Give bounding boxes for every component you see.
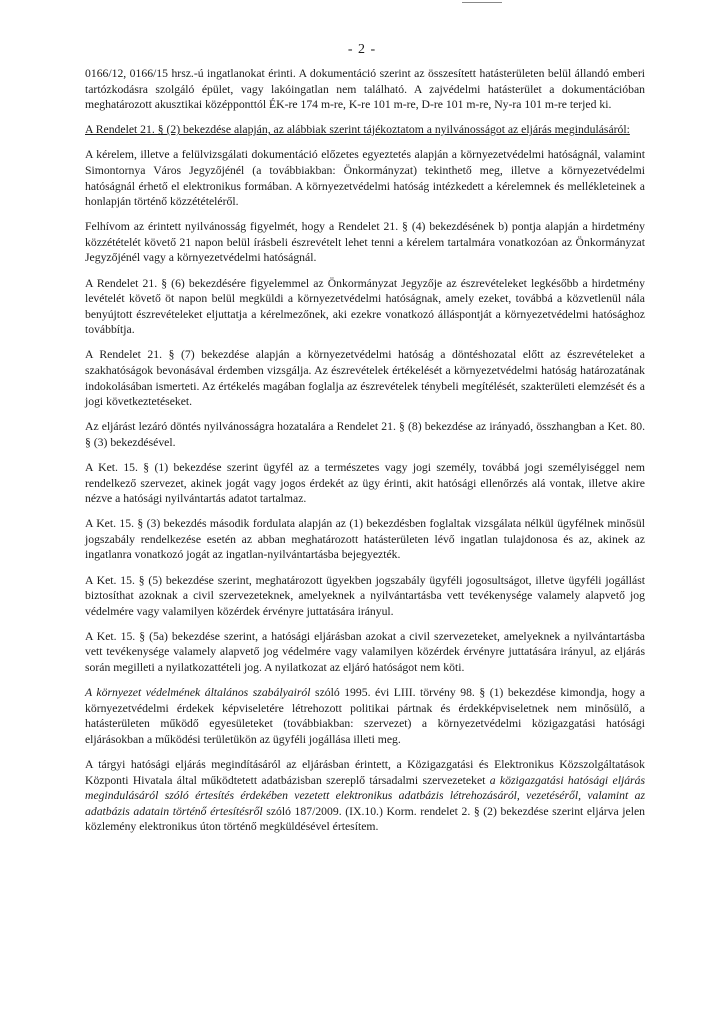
scan-artifact — [462, 2, 502, 3]
paragraph-12-text-b: szóló 187/2009. (IX.10.) Korm. rendelet 2. § (2) bekezdése szerint eljárva jelen közlemény elektronikus úton történő megküldésével értesítem. — [85, 804, 645, 834]
paragraph-9: A Ket. 15. § (5) bekezdése szerint, meghatározott ügyekben jogszabály ügyféli jogosultságot, illetve ügyféli jogállást biztosíthat azoknak a civil szervezeteknek, amelyeknek a nyilvántartásba vett tevékenysége valamely alapvető jog védelmére vagy valamilyen közérdek érvényre juttatására irányul. — [85, 573, 645, 618]
law-title-italic: A környezet védelmének általános szabályairól — [85, 686, 311, 700]
document-body — [85, 66, 645, 844]
paragraph-6: Az eljárást lezáró döntés nyilvánosságra hozatalára a Rendelet 21. § (8) bekezdése az irányadó, összhangban a Ket. 80. § (3) bekezdésével. — [85, 420, 645, 449]
paragraph-11-text: szóló 1995. évi LIII. törvény 98. § (1) bekezdése kimondja, hogy a környezetvédelmi érdekek képviseletére létrehozott politikai pártnak és érdekképviseletnek nem minősülő, a hatásterületen működő egyesületeket (továbbiakban: szervezet) a környezetvédelmi közigazgatási hatósági eljárásokban a működési területükön az ügyféli jogállása illeti meg. — [85, 686, 645, 746]
paragraph-5: A Rendelet 21. § (7) bekezdése alapján a környezetvédelmi hatóság a döntéshozatal előtt az észrevételeket a szakhatóságok bevonásával érdemben vizsgálja. Az észrevételek értékelését a környezetvédelmi hatóság határozatának indokolásában ismerteti. Az értékelés magában foglalja az észrevételek ténybeli megítélését, szakterületi elemzését és a jogi következtetéseket. — [85, 348, 645, 409]
paragraph-12 — [85, 757, 645, 835]
paragraph-7: A Ket. 15. § (1) bekezdése szerint ügyfél az a természetes vagy jogi személy, továbbá jogi személyiséggel nem rendelkező szervezet, akinek jogát vagy jogos érdekét az ügy érinti, akit hatósági ellenőrzés alá vontak, illetve akire nézve a hatósági nyilvántartás adatot tartalmaz. — [85, 460, 645, 506]
paragraph-8: A Ket. 15. § (3) bekezdés második fordulata alapján az (1) bekezdésben foglaltak vizsgálata nélkül ügyfélnek minősül jogszabály rendelkezése esetén az abban meghatározott hatásterületen lévő ingatlan tulajdonosa és az, akinek az ingatlanra vonatkozó jogát az ingatlan-nyilvántartásba bejegyezték. — [85, 517, 645, 562]
paragraph-11 — [85, 685, 645, 747]
decree-title-italic: a közigazgatási hatósági eljárás megindulásáról szóló értesítés érdekében vezetett elektronikus adatbázis létrehozásáról, vezetéséről, valamint az adatbázis adatain történő értesítésről — [85, 773, 645, 818]
paragraph-4: A Rendelet 21. § (6) bekezdésére figyelemmel az Önkormányzat Jegyzője az észrevételeket legkésőbb a hirdetmény levételét követő öt napon belül megküldi a környezetvédelmi hatóságnak, amely ezeket, továbbá a közvetlenül nála benyújtott észrevételeket eljuttatja a kérelmezőnek, aki ezekre vonatkozó álláspontját a környezetvédelmi hatósághoz továbbítja. — [85, 276, 645, 337]
page-number: - 2 - — [347, 42, 377, 57]
paragraph-2: A kérelem, illetve a felülvizsgálati dokumentáció előzetes egyeztetés alapján a környezetvédelmi hatóságnál, valamint Simontornya Város Jegyzőjénél (a továbbiakban: Önkormányzat) tekinthető meg, illetve a környezetvédelmi hatóságnál érhető el elektronikus formában. A környezetvédelmi hatóság intézkedett a kérelemnek és mellékleteinek a honlapján történő közzétételéről. — [85, 148, 645, 209]
paragraph-10: A Ket. 15. § (5a) bekezdése szerint, a hatósági eljárásban azokat a civil szervezeteket, amelyeknek a nyilvántartásba vett tevékenysége valamely alapvető jog védelmére vagy valamilyen közérdek érvényre juttatására irányul, az eljárás során megilleti a nyilatkozattételi jog. A nyilatkozat az eljáró hatóságot nem köti. — [85, 629, 645, 674]
paragraph-3: Felhívom az érintett nyilvánosság figyelmét, hogy a Rendelet 21. § (4) bekezdésének b) pontja alapján a hirdetmény közzétételét követő 21 napon belül írásbeli észrevételt lehet tenni a kérelem tartalmára vonatkozóan az Önkormányzat Jegyzőjénél vagy a környezetvédelmi hatóságnál. — [85, 220, 645, 265]
paragraph-12-text-a: A tárgyi hatósági eljárás megindításáról az eljárásban érintett, a Közigazgatási és Elektronikus Közszolgáltatások Központi Hivatala által működtetett adatbázisban szereplő társadalmi szervezeteket — [85, 757, 645, 787]
section-heading: A Rendelet 21. § (2) bekezdése alapján, az alábbiak szerint tájékoztatom a nyilvánosságot az eljárás megindulásáról: — [85, 123, 630, 137]
paragraph-1: 0166/12, 0166/15 hrsz.-ú ingatlanokat érinti. A dokumentáció szerint az összesített hatásterületen belül állandó emberi tartózkodásra szolgáló épület, vagy lakóingatlan nem található. A zajvédelmi hatásterület a dokumentációban meghatározott akusztikai középponttól ÉK-re 174 m-re, K-re 101 m-re, D-re 101 m-re, Ny-ra 101 m-re terjed ki. — [85, 67, 645, 112]
